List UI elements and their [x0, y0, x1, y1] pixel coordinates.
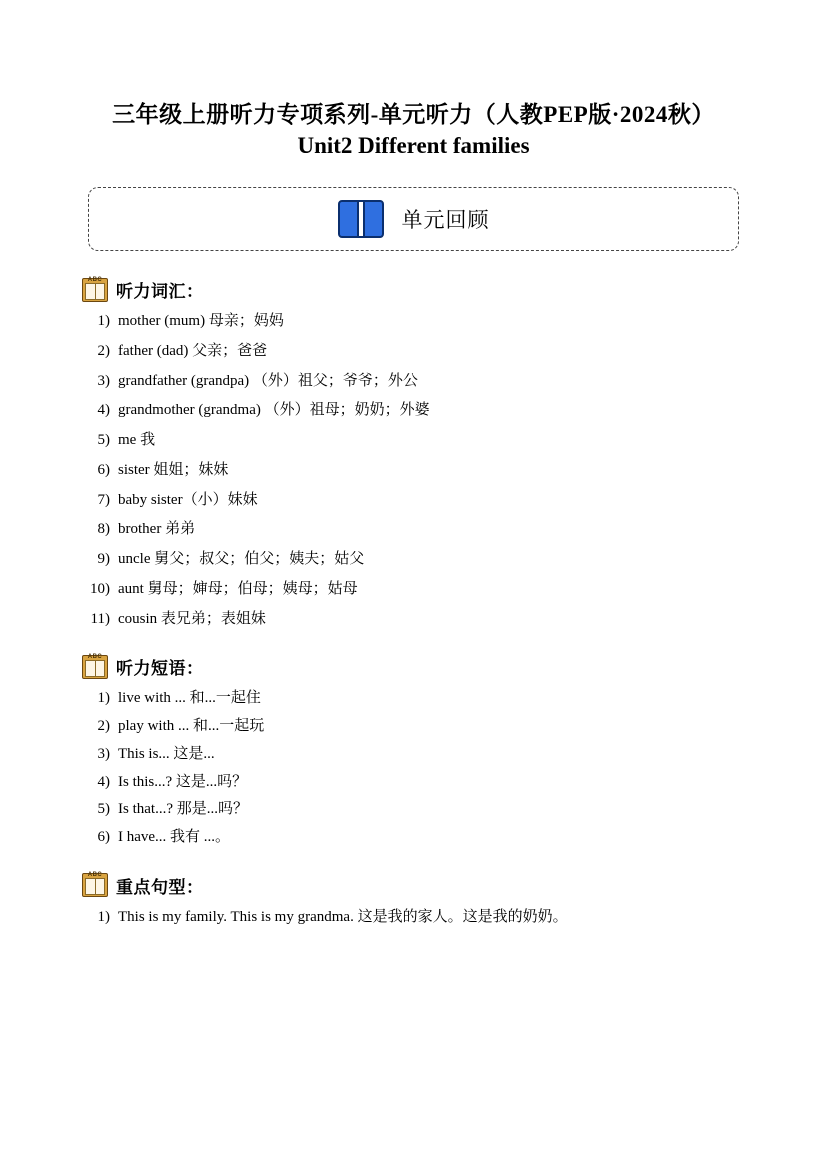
section-listening-vocabulary [76, 277, 751, 628]
item-text: baby sister（小）妹妹 [118, 491, 258, 508]
item-text: Is this...? 这是...吗？ [118, 773, 248, 790]
item-text: aunt 舅母；婶母；伯母；姨母；姑母 [118, 580, 358, 597]
item-number: 8) [97, 521, 110, 538]
item-number: 1) [97, 313, 110, 329]
list-item [76, 312, 751, 331]
section-title: 听力词汇： [116, 282, 204, 301]
section-title: 重点句型： [116, 877, 204, 897]
item-number: 2) [97, 718, 110, 734]
item-text: I have... 我有 ...。 [118, 829, 231, 845]
unit-review-banner [88, 187, 739, 251]
item-number: 1) [97, 908, 110, 925]
list-item [76, 717, 751, 736]
item-text: sister 姐姐；妹妹 [118, 461, 229, 478]
list-item [76, 372, 751, 391]
list-item [76, 431, 751, 450]
section-heading-row [82, 277, 751, 302]
abc-book-icon: ABC [82, 873, 108, 897]
list-item [76, 800, 751, 819]
section-listening-phrases [76, 654, 751, 847]
item-text: father (dad) 父亲；爸爸 [118, 342, 268, 359]
section-heading-row [82, 654, 751, 679]
section-title: 听力短语： [116, 659, 204, 679]
item-text: This is my family. This is my grandma. 这是我的家人。这是我的奶奶。 [118, 908, 568, 925]
list-item [76, 828, 751, 847]
item-number: 7) [97, 491, 110, 508]
section-key-sentences [76, 873, 751, 927]
abc-book-icon: ABC [82, 655, 108, 679]
phrase-list [76, 689, 751, 847]
sentence-list [76, 908, 751, 927]
item-number: 6) [97, 829, 110, 845]
banner-label: 单元回顾 [401, 209, 490, 232]
list-item [76, 908, 751, 927]
item-number: 9) [97, 551, 110, 567]
page-subtitle: Unit2 Different families [297, 133, 530, 158]
page-title: 三年级上册听力专项系列-单元听力（人教PEP版·2024秋） [112, 102, 715, 127]
section-heading-row [82, 873, 751, 898]
item-text: This is... 这是... [118, 745, 215, 762]
list-item [76, 520, 751, 539]
item-text: cousin 表兄弟；表姐妹 [118, 610, 266, 627]
item-number: 2) [97, 342, 110, 359]
list-item [76, 342, 751, 361]
item-number: 4) [97, 773, 110, 790]
item-text: grandmother (grandma) （外）祖母；奶奶；外婆 [118, 402, 430, 419]
item-number: 6) [97, 461, 110, 478]
list-item [76, 461, 751, 480]
item-number: 5) [97, 801, 110, 818]
item-number: 1) [97, 690, 110, 707]
list-item [76, 689, 751, 708]
item-text: brother 弟弟 [118, 521, 196, 538]
item-text: grandfather (grandpa) （外）祖父；爷爷；外公 [118, 372, 418, 389]
open-book-icon [338, 200, 384, 238]
item-number: 11) [90, 610, 110, 627]
list-item [76, 610, 751, 629]
list-item [76, 773, 751, 792]
item-text: mother (mum) 母亲；妈妈 [118, 313, 284, 329]
list-item [76, 491, 751, 510]
item-number: 3) [97, 372, 110, 389]
item-text: Is that...? 那是...吗？ [118, 801, 248, 818]
abc-book-icon: ABC [82, 278, 108, 302]
item-text: uncle 舅父；叔父；伯父；姨夫；姑父 [118, 551, 365, 567]
vocabulary-list [76, 312, 751, 628]
item-text: live with ... 和...一起住 [118, 690, 261, 707]
list-item [76, 745, 751, 764]
item-text: me 我 [118, 432, 156, 448]
item-number: 10) [90, 580, 110, 597]
item-number: 5) [97, 432, 110, 448]
item-text: play with ... 和...一起玩 [118, 718, 265, 734]
item-number: 4) [97, 402, 110, 419]
item-number: 3) [97, 745, 110, 762]
list-item [76, 550, 751, 569]
list-item [76, 401, 751, 420]
list-item [76, 580, 751, 599]
